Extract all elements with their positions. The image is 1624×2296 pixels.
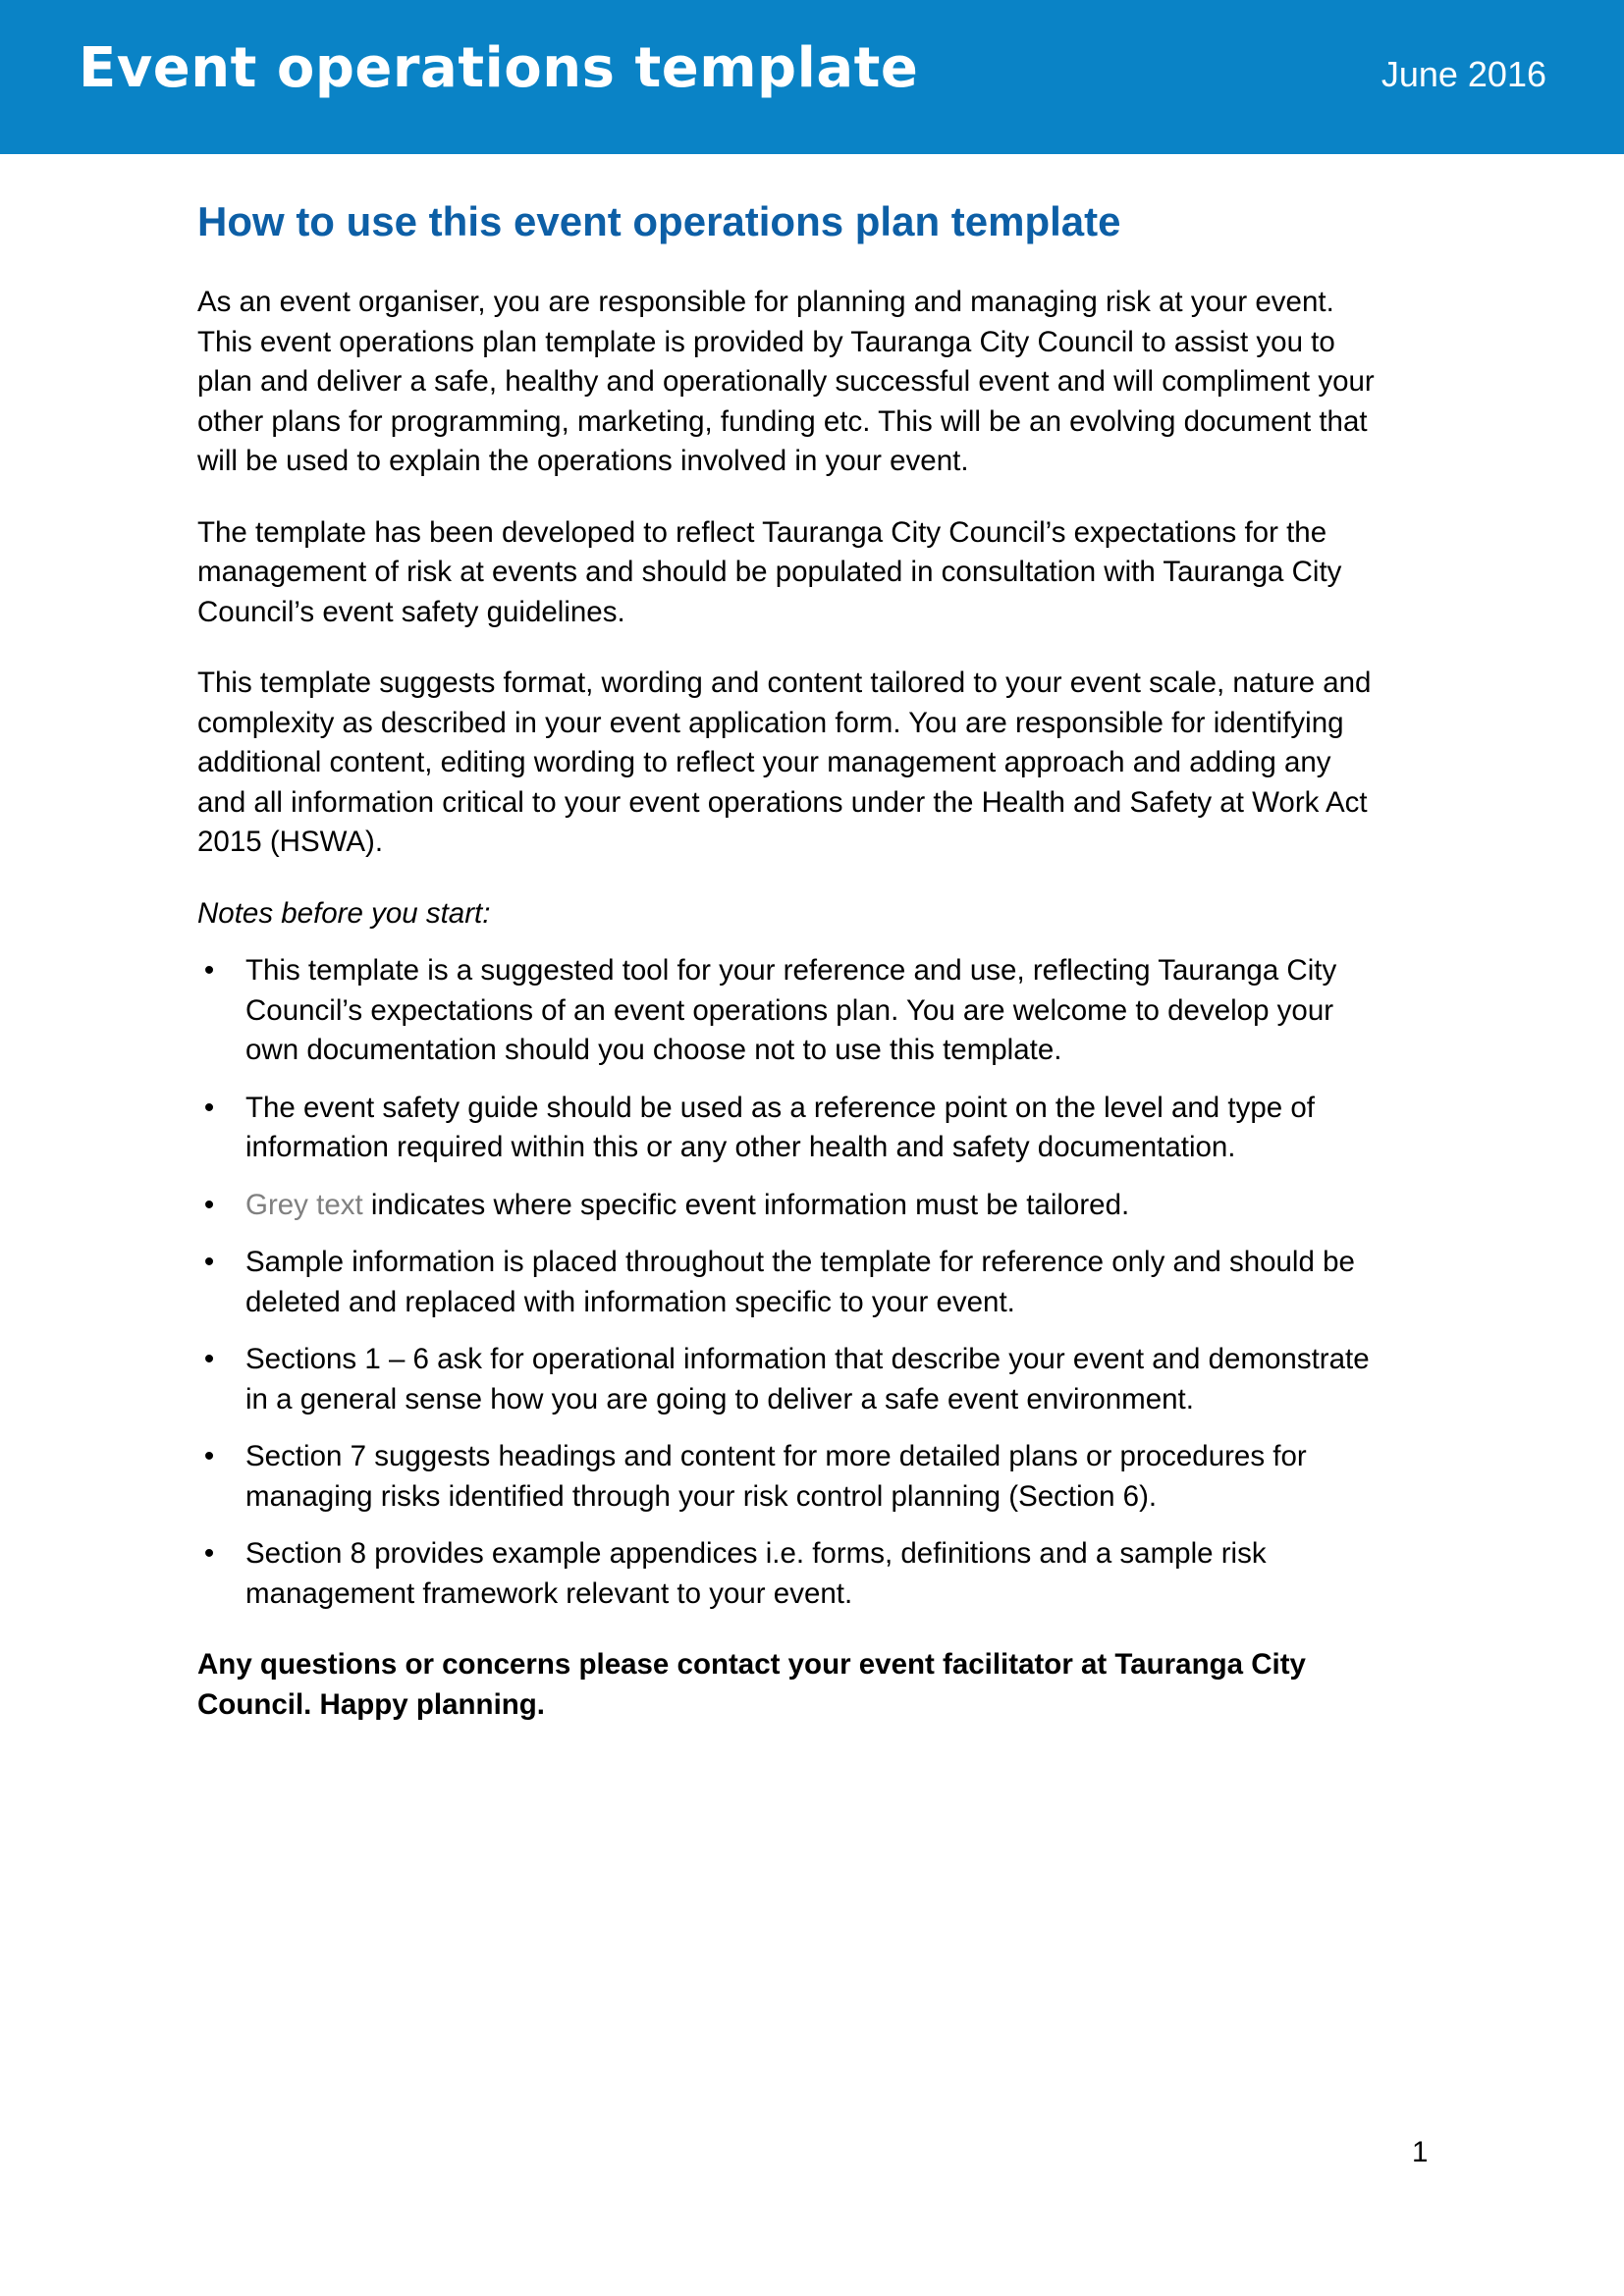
bullet-icon: • <box>203 1188 215 1221</box>
notes-list <box>197 951 1444 1614</box>
list-item <box>197 1437 1444 1517</box>
text-line: managing risks identified through your risk control planning (Section 6). <box>245 1479 1158 1513</box>
text-line: additional content, editing wording to reflect your management approach and adding any <box>197 746 1331 778</box>
text-line: Council’s event safety guidelines. <box>197 595 625 628</box>
closing-note <box>197 1645 1444 1725</box>
document-date: June 2016 <box>1380 54 1546 94</box>
list-item <box>197 951 1444 1071</box>
grey-text-explanation: indicates where specific event information must be tailored. <box>362 1188 1130 1221</box>
text-line: in a general sense how you are going to deliver a safe event environment. <box>245 1382 1194 1415</box>
text-line: plan and deliver a safe, healthy and operationally successful event and will compliment your <box>197 365 1375 398</box>
document-title: Event operations template <box>79 36 919 100</box>
bullet-icon: • <box>203 1343 215 1375</box>
list-item <box>197 1243 1444 1322</box>
text-line: information required within this or any other health and safety documentation. <box>245 1131 1236 1163</box>
text-line: 2015 (HSWA). <box>197 826 384 858</box>
text-line: own documentation should you choose not to use this template. <box>245 1034 1062 1066</box>
text-line: This template is a suggested tool for your reference and use, reflecting Tauranga City <box>245 954 1337 987</box>
text-line: This template suggests format, wording and content tailored to your event scale, nature and <box>197 667 1372 699</box>
text-line: Any questions or concerns please contact your event facilitator at Tauranga City <box>197 1648 1306 1681</box>
text-line: deleted and replaced with information specific to your event. <box>245 1285 1015 1318</box>
text-line: other plans for programming, marketing, funding etc. This will be an evolving document that <box>197 404 1368 438</box>
bullet-icon: • <box>203 1091 215 1124</box>
text-line: Council. Happy planning. <box>197 1687 545 1721</box>
bullet-icon: • <box>203 954 215 987</box>
text-line: The event safety guide should be used as a reference point on the level and type of <box>245 1091 1315 1124</box>
list-item <box>197 1089 1444 1168</box>
text-line: Section 7 suggests headings and content for more detailed plans or procedures for <box>245 1440 1307 1472</box>
template-format-paragraph <box>197 664 1444 863</box>
text-line: As an event organiser, you are responsible for planning and managing risk at your event. <box>197 286 1334 318</box>
page-content <box>197 195 1444 1725</box>
grey-text-sample: Grey text <box>245 1188 363 1221</box>
bullet-icon: • <box>203 1246 215 1278</box>
text-line: Section 8 provides example appendices i.e. forms, definitions and a sample risk <box>245 1537 1267 1570</box>
page-number: 1 <box>1412 2136 1429 2168</box>
text-line: will be used to explain the operations involved in your event. <box>197 445 969 477</box>
text-line: Sections 1 – 6 ask for operational information that describe your event and demonstrate <box>245 1343 1370 1375</box>
text-line: management of risk at events and should be populated in consultation with Tauranga City <box>197 556 1342 588</box>
bullet-icon: • <box>203 1537 215 1570</box>
intro-paragraph <box>197 283 1444 482</box>
template-expectations-paragraph <box>197 513 1444 633</box>
text-line: complexity as described in your event application form. You are responsible for identifying <box>197 706 1344 739</box>
list-item <box>197 1186 1444 1226</box>
list-item <box>197 1534 1444 1614</box>
bullet-icon: • <box>203 1440 215 1472</box>
section-heading: How to use this event operations plan template <box>197 198 1121 244</box>
header-banner <box>0 0 1624 154</box>
text-line: and all information critical to your event operations under the Health and Safety at Work Act <box>197 785 1368 819</box>
text-line <box>245 1186 1444 1226</box>
text-line: Council’s expectations of an event operations plan. You are welcome to develop your <box>245 993 1334 1027</box>
text-line: management framework relevant to your event. <box>245 1576 853 1610</box>
text-line: Sample information is placed throughout the template for reference only and should be <box>245 1246 1355 1278</box>
list-item <box>197 1340 1444 1419</box>
notes-label: Notes before you start: <box>197 896 491 930</box>
text-line: This event operations plan template is provided by Tauranga City Council to assist you to <box>197 325 1335 358</box>
text-line: The template has been developed to reflect Tauranga City Council’s expectations for the <box>197 515 1327 549</box>
